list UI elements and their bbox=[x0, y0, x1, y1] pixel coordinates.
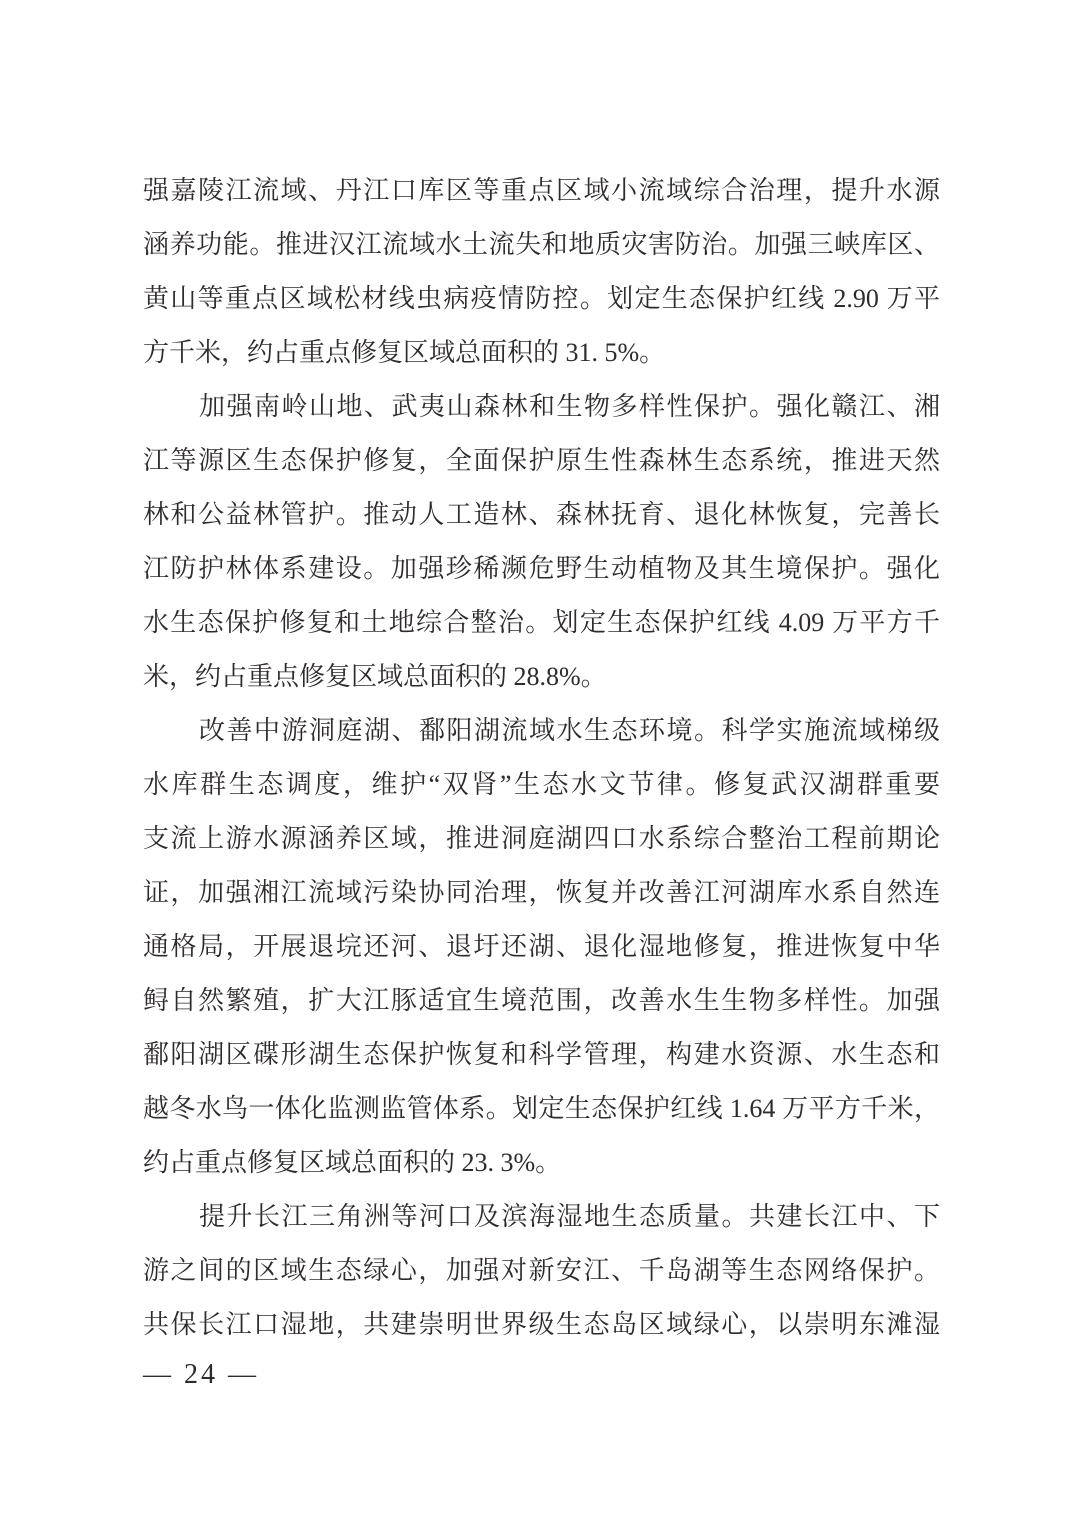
text-line: 方千米，约占重点修复区域总面积的 31. 5%。 bbox=[143, 338, 666, 367]
paragraph bbox=[143, 380, 940, 704]
text-line: 江防护林体系建设。加强珍稀濒危野生动植物及其生境保护。强化 bbox=[143, 554, 940, 583]
text-line: 林和公益林管护。推动人工造林、森林抚育、退化林恢复，完善长 bbox=[143, 500, 940, 529]
paragraph bbox=[143, 704, 940, 1190]
text-line: 共保长江口湿地，共建崇明世界级生态岛区域绿心，以崇明东滩湿 bbox=[143, 1310, 940, 1339]
text-line: 证，加强湘江流域污染协同治理，恢复并改善江河湖库水系自然连 bbox=[143, 878, 940, 907]
page-footer bbox=[143, 1354, 259, 1396]
text-line: 加强南岭山地、武夷山森林和生物多样性保护。强化赣江、湘 bbox=[199, 392, 940, 421]
text-line: 通格局，开展退垸还河、退圩还湖、退化湿地修复，推进恢复中华 bbox=[143, 932, 940, 961]
text-line: 越冬水鸟一体化监测监管体系。划定生态保护红线 1.64 万平方千米， bbox=[143, 1094, 940, 1123]
text-line: 改善中游洞庭湖、鄱阳湖流域水生态环境。科学实施流域梯级 bbox=[199, 716, 940, 745]
text-line: 涵养功能。推进汉江流域水土流失和地质灾害防治。加强三峡库区、 bbox=[143, 230, 940, 259]
text-line: 水库群生态调度，维护“双肾”生态水文节律。修复武汉湖群重要 bbox=[143, 770, 940, 799]
text-line: 提升长江三角洲等河口及滨海湿地生态质量。共建长江中、下 bbox=[199, 1202, 940, 1231]
text-line: 约占重点修复区域总面积的 23. 3%。 bbox=[143, 1148, 562, 1177]
text-line: 鄱阳湖区碟形湖生态保护恢复和科学管理，构建水资源、水生态和 bbox=[143, 1040, 940, 1069]
text-line: 黄山等重点区域松材线虫病疫情防控。划定生态保护红线 2.90 万平 bbox=[143, 284, 940, 313]
text-line: 米，约占重点修复区域总面积的 28.8%。 bbox=[143, 662, 607, 691]
paragraph bbox=[143, 1190, 940, 1352]
text-line: 江等源区生态保护修复，全面保护原生性森林生态系统，推进天然 bbox=[143, 446, 940, 475]
text-line: 支流上游水源涵养区域，推进洞庭湖四口水系综合整治工程前期论 bbox=[143, 824, 940, 853]
text-line: 水生态保护修复和土地综合整治。划定生态保护红线 4.09 万平方千 bbox=[143, 608, 940, 637]
text-line: 游之间的区域生态绿心，加强对新安江、千岛湖等生态网络保护。 bbox=[143, 1256, 940, 1285]
paragraph bbox=[143, 164, 940, 380]
text-line: 强嘉陵江流域、丹江口库区等重点区域小流域综合治理，提升水源 bbox=[143, 176, 940, 205]
body-text bbox=[143, 164, 940, 1352]
page-number: — 24 — bbox=[143, 1359, 259, 1390]
text-line: 鲟自然繁殖，扩大江豚适宜生境范围，改善水生生物多样性。加强 bbox=[143, 986, 940, 1015]
